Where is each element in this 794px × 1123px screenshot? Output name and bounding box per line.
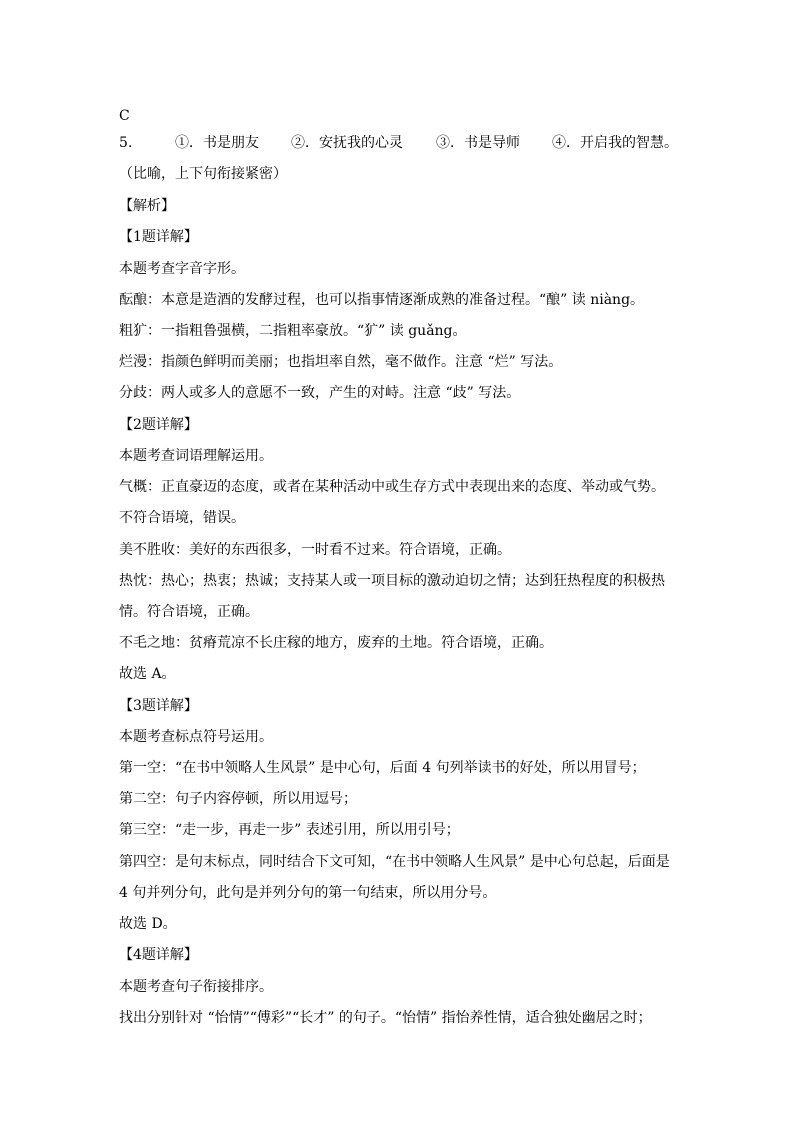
section-heading-q4: 【4题详解】 (119, 947, 198, 963)
paragraph: 酝酿：本意是造酒的发酵过程，也可以指事情逐渐成熟的准备过程。“酿” 读 niàng。 (119, 292, 645, 308)
paragraph: 气概：正直豪迈的态度，或者在某种活动中或生存方式中表现出来的态度、举动或气势。 (119, 479, 665, 495)
paragraph: 故选 D。 (119, 916, 177, 932)
paragraph: 第一空：“在书中领略人生风景” 是中心句，后面 4 句列举读书的好处，所以用冒号； (119, 760, 646, 776)
paragraph: 美不胜收：美好的东西很多，一时看不过来。符合语境，正确。 (119, 542, 511, 558)
answer-5-blank-3: ③．书是导师 (436, 135, 520, 151)
paragraph: 故选 A。 (119, 666, 176, 682)
answer-5-blank-2: ②．安抚我的心灵 (291, 135, 403, 151)
section-heading-q1: 【1题详解】 (119, 229, 198, 245)
answer-5 (119, 134, 679, 152)
paragraph: 第二空：句子内容停顿，所以用逗号； (119, 791, 357, 807)
answer-5-blank-4: ④．开启我的智慧。 (552, 135, 678, 151)
paragraph: 本题考查词语理解运用。 (119, 448, 273, 464)
paragraph: 本题考查字音字形。 (119, 261, 245, 277)
paragraph: 4 句并列分句，此句是并列分句的第一句结束，所以用分号。 (119, 885, 497, 901)
paragraph: 本题考查标点符号运用。 (119, 729, 273, 745)
answer-5-note: （比喻，上下句衔接紧密） (119, 166, 287, 182)
paragraph: 不符合语境，错误。 (119, 510, 245, 526)
section-heading-analysis: 【解析】 (119, 198, 175, 214)
section-heading-q3: 【3题详解】 (119, 698, 198, 714)
paragraph: 本题考查句子衔接排序。 (119, 979, 273, 995)
paragraph: 烂漫：指颜色鲜明而美丽；也指坦率自然，毫不做作。注意 “烂” 写法。 (119, 354, 563, 370)
paragraph: 第四空：是句末标点，同时结合下文可知，“在书中领略人生风景” 是中心句总起，后面是 (119, 854, 670, 870)
paragraph: 热忱：热心；热衷；热诚；支持某人或一项目标的激动迫切之情；达到狂热程度的积极热 (119, 573, 665, 589)
paragraph: 分歧：两人或多人的意愿不一致，产生的对峙。注意 “歧” 写法。 (119, 385, 521, 401)
answer-5-blank-1: ①．书是朋友 (175, 135, 259, 151)
section-heading-q2: 【2题详解】 (119, 417, 198, 433)
answer-4: C (119, 108, 130, 124)
paragraph: 情。符合语境，正确。 (119, 604, 259, 620)
paragraph: 粗犷：一指粗鲁强横，二指粗率豪放。“犷” 读 guǎng。 (119, 323, 467, 339)
paragraph: 不毛之地：贫瘠荒凉不长庄稼的地方，废弃的土地。符合语境，正确。 (119, 635, 553, 651)
paragraph: 第三空：“走一步，再走一步” 表述引用，所以用引号； (119, 822, 460, 838)
answer-5-number: 5. (119, 135, 133, 151)
paragraph: 找出分别针对 “怡情”“傅彩”“长才” 的句子。“怡情” 指怡养性情，适合独处幽居之时； (119, 1010, 652, 1026)
